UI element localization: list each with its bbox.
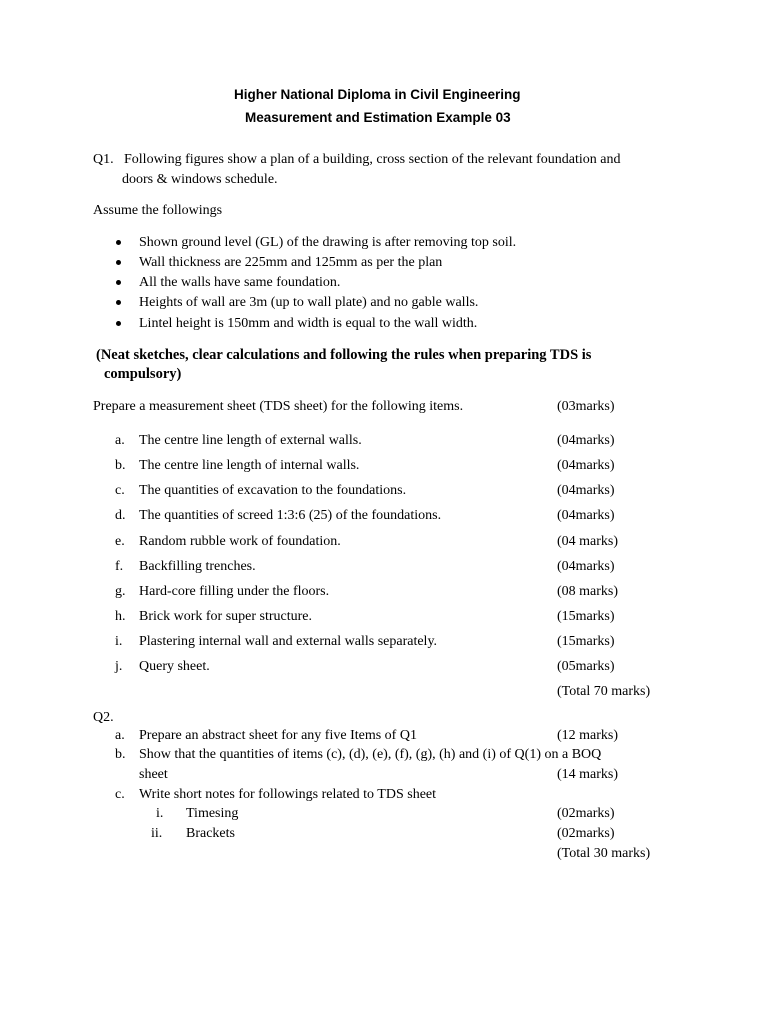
item-text: The quantities of excavation to the foundations. (139, 483, 407, 498)
item-marks: (04 marks) (557, 534, 619, 549)
q2-number: Q2. (93, 710, 114, 725)
document-title: Higher National Diploma in Civil Engineering (234, 87, 521, 102)
item-marks: (05marks) (557, 659, 615, 674)
note-line1: (Neat sketches, clear calculations and following the rules when preparing TDS is (96, 347, 592, 363)
sub-item-marks: (02marks) (557, 826, 615, 841)
sub-item-text: Brackets (186, 826, 235, 841)
item-text: The quantities of screed 1:3:6 (25) of the foundations. (139, 508, 442, 523)
item-text: Query sheet. (139, 659, 210, 674)
item-marks: (04marks) (557, 508, 615, 523)
item-text: Plastering internal wall and external walls separately. (139, 634, 438, 649)
q2-b-letter: b. (115, 747, 126, 762)
q2-a-text: Prepare an abstract sheet for any five Items of Q1 (139, 728, 417, 743)
assumption-item: Wall thickness are 225mm and 125mm as per the plan (139, 255, 443, 270)
sub-item-number: i. (156, 806, 164, 821)
item-letter: e. (115, 534, 125, 549)
item-marks: (04marks) (557, 483, 615, 498)
bullet-icon (116, 321, 121, 326)
item-text: Backfilling trenches. (139, 559, 256, 574)
item-text: Random rubble work of foundation. (139, 534, 341, 549)
item-letter: d. (115, 508, 126, 523)
sub-item-number: ii. (151, 826, 163, 841)
bullet-icon (116, 280, 121, 285)
q1-intro-line1: Following figures show a plan of a building, cross section of the relevant foundation and (124, 152, 621, 167)
sub-item-marks: (02marks) (557, 806, 615, 821)
item-text: The centre line length of external walls. (139, 433, 362, 448)
item-letter: f. (115, 559, 124, 574)
item-letter: a. (115, 433, 125, 448)
bullet-icon (116, 260, 121, 265)
assume-label: Assume the followings (93, 203, 223, 218)
item-text: Hard-core filling under the floors. (139, 584, 330, 599)
q2-a-marks: (12 marks) (557, 728, 619, 743)
item-letter: g. (115, 584, 126, 599)
item-text: Brick work for super structure. (139, 609, 313, 624)
item-letter: c. (115, 483, 125, 498)
item-marks: (04marks) (557, 433, 615, 448)
assumption-item: Heights of wall are 3m (up to wall plate) and no gable walls. (139, 295, 479, 310)
item-letter: h. (115, 609, 126, 624)
q2-c-text: Write short notes for followings related to TDS sheet (139, 787, 437, 802)
item-letter: j. (115, 659, 123, 674)
item-letter: i. (115, 634, 123, 649)
note-line2: compulsory) (104, 366, 182, 382)
q2-b-marks: (14 marks) (557, 767, 619, 782)
prepare-marks: (03marks) (557, 399, 615, 414)
bullet-icon (116, 300, 121, 305)
item-marks: (15marks) (557, 609, 615, 624)
q2-total: (Total 30 marks) (557, 846, 651, 861)
q2-a-letter: a. (115, 728, 125, 743)
q2-b-text-line1: Show that the quantities of items (c), (d), (e), (f), (g), (h) and (i) of Q(1) on a BOQ (139, 747, 602, 762)
assumption-item: Shown ground level (GL) of the drawing is after removing top soil. (139, 235, 517, 250)
item-letter: b. (115, 458, 126, 473)
document-subtitle: Measurement and Estimation Example 03 (245, 110, 511, 125)
q2-c-letter: c. (115, 787, 125, 802)
q1-total: (Total 70 marks) (557, 684, 651, 699)
bullet-icon (116, 240, 121, 245)
q1-intro-line2: doors & windows schedule. (122, 172, 278, 187)
item-marks: (04marks) (557, 559, 615, 574)
item-marks: (08 marks) (557, 584, 619, 599)
q1-number: Q1. (93, 152, 114, 167)
prepare-text: Prepare a measurement sheet (TDS sheet) for the following items. (93, 399, 464, 414)
q2-b-text-line2: sheet (139, 767, 168, 782)
assumption-item: All the walls have same foundation. (139, 275, 341, 290)
item-text: The centre line length of internal walls. (139, 458, 360, 473)
item-marks: (04marks) (557, 458, 615, 473)
item-marks: (15marks) (557, 634, 615, 649)
assumption-item: Lintel height is 150mm and width is equal to the wall width. (139, 316, 478, 331)
sub-item-text: Timesing (186, 806, 239, 821)
